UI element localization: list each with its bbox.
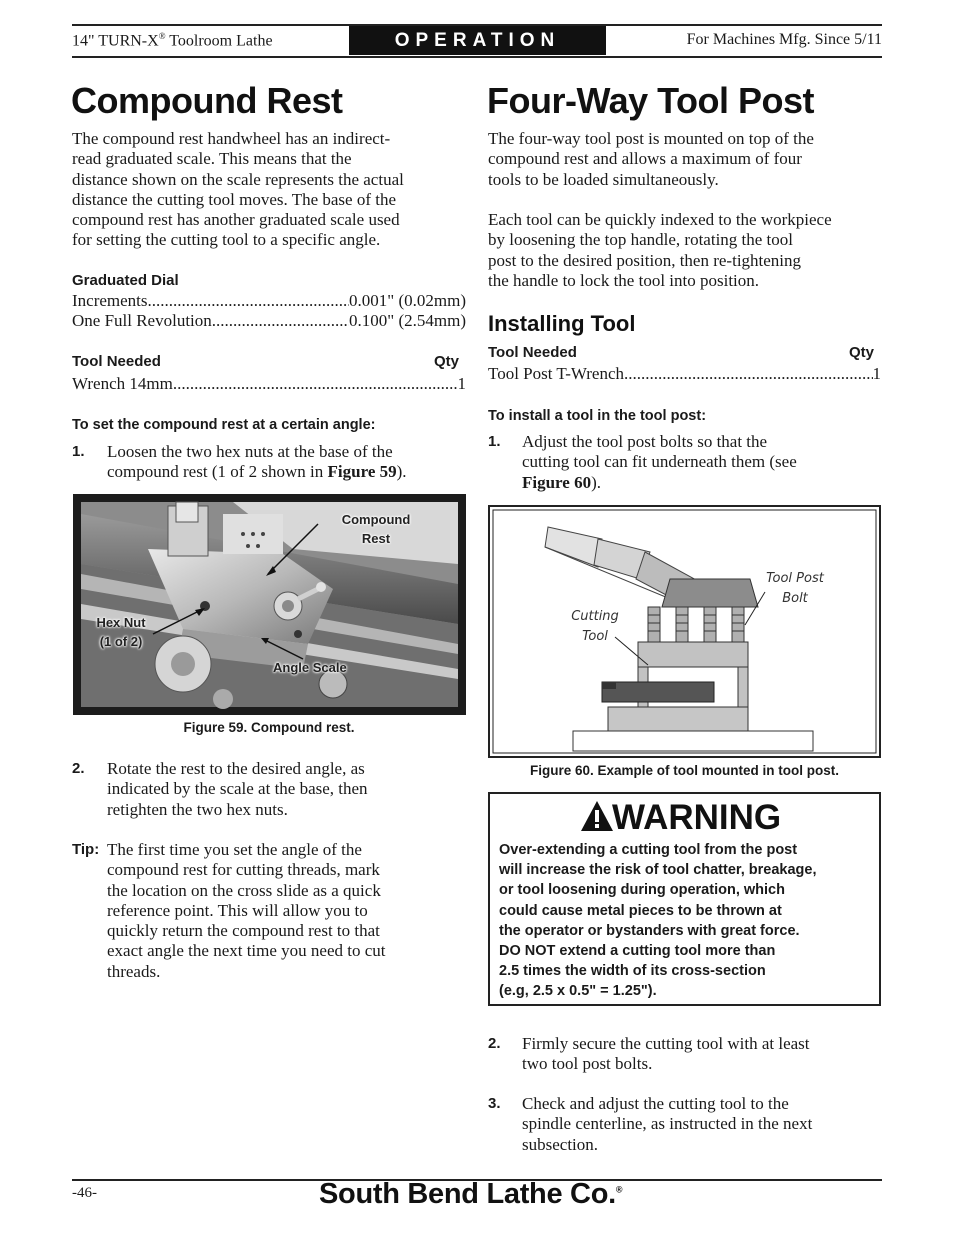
graduated-dial-heading: Graduated Dial — [72, 272, 179, 289]
compound-step-1: 1. Loosen the two hex nuts at the base of the compound rest (1 of 2 shown in Figure 59). — [72, 442, 407, 482]
dial-row-revolution: One Full Revolution ..... 0.100" (2.54mm) — [72, 311, 466, 331]
qty-heading: Qty — [434, 353, 460, 370]
install-step-2: 2. Firmly secure the cutting tool with at least two tool post bolts. — [488, 1034, 810, 1074]
figure-59-photo — [73, 494, 466, 715]
warning-box — [488, 792, 881, 1006]
figure-60-caption: Figure 60. Example of tool mounted in tool post. — [529, 763, 839, 778]
compound-step-2: 2. Rotate the rest to the desired angle, as indicated by the scale at the base, then retighten the two hex nuts. — [72, 759, 368, 819]
right-qty-heading: Qty — [849, 344, 875, 361]
angle-procedure-heading: To set the compound rest at a certain angle: — [72, 417, 376, 433]
figure-59-caption: Figure 59. Compound rest. — [183, 720, 355, 735]
tool-post-p2: Each tool can be quickly indexed to the workpiece by loosening the top handle, rotating the tool post to the desired position, then re-tightening the handle to lock the tool into position. — [488, 210, 832, 290]
installing-tool-heading: Installing Tool — [488, 311, 636, 336]
header-bottom-rule — [72, 56, 882, 58]
page-number: -46- — [72, 1185, 97, 1201]
diagram-label-tool-post-bolt: Tool Post Bolt — [766, 571, 824, 606]
diagram-label-cutting-tool: Cutting Tool — [571, 609, 619, 644]
compound-tip: Tip: The first time you set the angle of the compound rest for cutting threads, mark the location on the cross slide as a quick reference point. This will allow you to quickly return the compound rest to that exact angle the next time you need to cut threads. — [72, 840, 386, 981]
tool-row-t-wrench: Tool Post T-Wrench ..... 1 — [488, 364, 881, 384]
dial-row-increments: Increments ..... 0.001" (0.02mm) — [72, 291, 466, 311]
install-step-3: 3. Check and adjust the cutting tool to the spindle centerline, as instructed in the next subsection. — [488, 1094, 813, 1154]
tool-post-p1: The four-way tool post is mounted on top of the compound rest and allows a maximum of four tools to be loaded simultaneously. — [488, 129, 814, 189]
header-product: 14" TURN-X® Toolroom Lathe — [72, 31, 273, 50]
tool-post-illustration — [490, 507, 879, 756]
photo-label-compound-rest: Compound Rest — [341, 512, 411, 546]
warning-title: WARNING — [612, 798, 782, 837]
warning-triangle-icon — [580, 800, 614, 832]
brand-logo: South Bend Lathe Co.® — [319, 1178, 623, 1210]
photo-label-angle-scale: Angle Scale — [273, 660, 347, 675]
photo-label-hex-nut: Hex Nut (1 of 2) — [96, 615, 146, 649]
install-procedure-heading: To install a tool in the tool post: — [488, 408, 707, 424]
header-section-band: OPERATION — [349, 26, 606, 55]
four-way-tool-post-title: Four-Way Tool Post — [487, 80, 814, 121]
header-machines: For Machines Mfg. Since 5/11 — [686, 31, 882, 48]
install-step-1: 1. Adjust the tool post bolts so that the cutting tool can fit underneath them (see Figure 60). — [488, 432, 797, 492]
tool-needed-heading: Tool Needed — [72, 353, 161, 370]
figure-60-diagram — [488, 505, 881, 758]
compound-rest-title: Compound Rest — [71, 80, 343, 121]
tool-row-wrench: Wrench 14mm ..... 1 — [72, 374, 466, 394]
warning-text: Over-extending a cutting tool from the post will increase the risk of tool chatter, breakage, or tool loosening during operation, which could cause metal pieces to be thrown at the operator or bystanders with great force. DO NOT extend a cutting tool more than 2.5 times the width of its cross-section (e.g, 2.5 x 0.5" = 1.25"). — [499, 842, 817, 1000]
compound-rest-intro: The compound rest handwheel has an indirect- read graduated scale. This means that the distance shown on the scale represents the actual distance the cutting tool moves. The base of the compound rest has another graduated scale used for setting the cutting tool to a specific angle. — [72, 129, 404, 250]
right-tool-needed-heading: Tool Needed — [488, 344, 577, 361]
